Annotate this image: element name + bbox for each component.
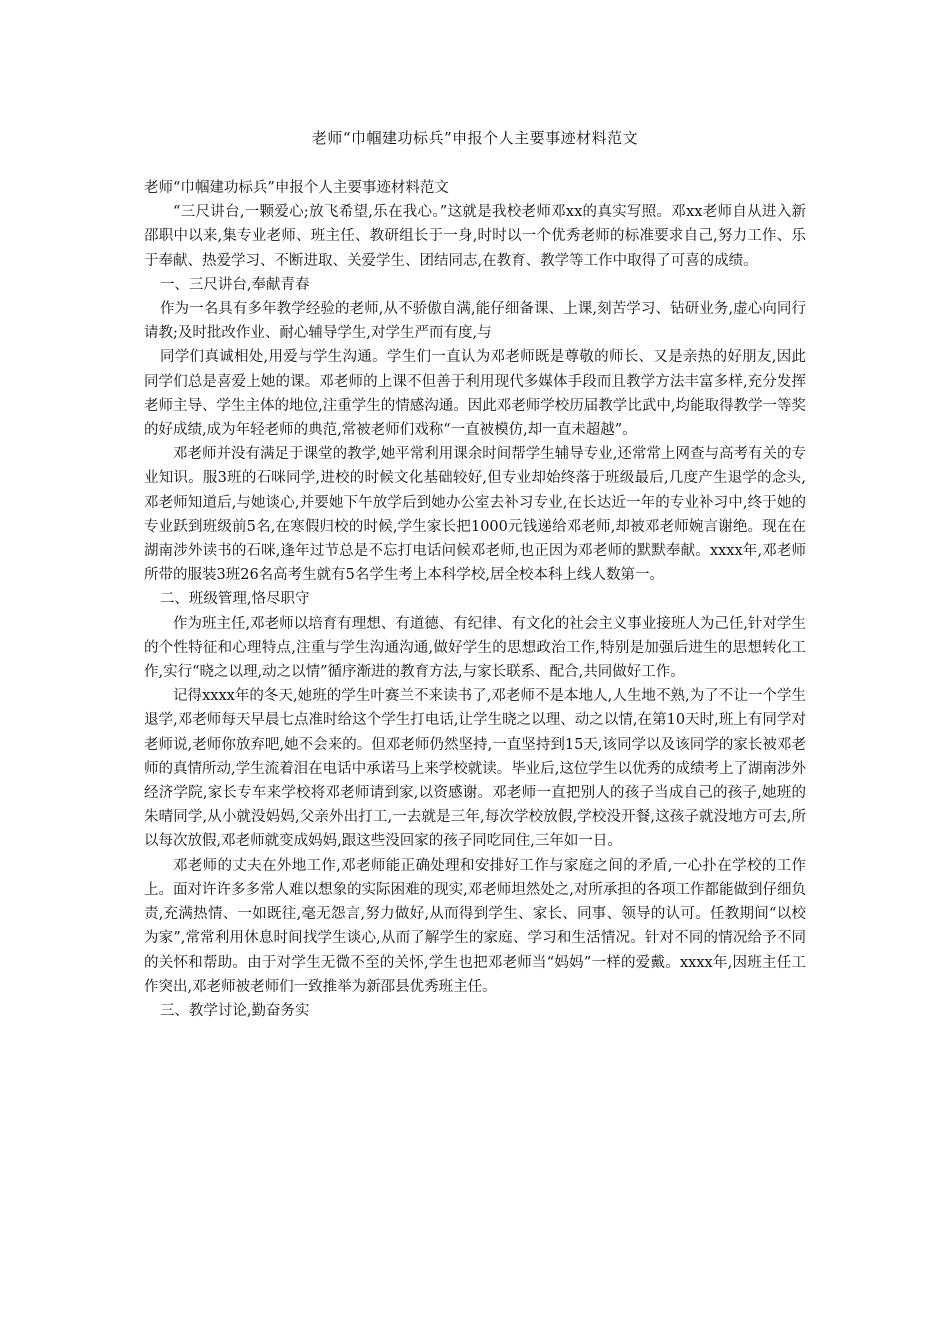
document-subtitle: 老师“巾帼建功标兵”申报个人主要事迹材料范文 bbox=[144, 180, 449, 196]
paragraph-class-1: 作为班主任,邓老师以培育有理想、有道德、有纪律、有文化的社会主义事业接班人为己任,针对学生的个性特征和心理特点,注重与学生沟通沟通,做好学生的思想政治工作,特别是加强后进生的思想转化工作,实行“晓之以理,动之以情”循序渐进的教育方法,与家长联系、配合,共同做好工作。 bbox=[144, 615, 806, 681]
paragraph-class-2: 记得xxxx年的冬天,她班的学生叶赛兰不来读书了,邓老师不是本地人,人生地不熟,为了不让一个学生退学,邓老师每天早晨七点准时给这个学生打电话,让学生晓之以理、动之以情,在第10天时,班上有同学对老师说,老师你放弃吧,她不会来的。但邓老师仍然坚持,一直坚持到15天,该同学以及该同学的家长被邓老师的真情所动,学生流着泪在电话中承诺马上来学校就读。毕业后,这位学生以优秀的成绩考上了湖南涉外经济学院,家长专车来学校将邓老师请到家,以资感谢。邓老师一直把别人的孩子当成自己的孩子,她班的朱晴同学,从小就没妈妈,父亲外出打工,一去就是三年,每次学校放假,学校没开餐,这孩子就没地方可去,所以每次放假,邓老师就变成妈妈,跟这些没回家的孩子同吃同住,三年如一日。 bbox=[144, 688, 806, 850]
paragraph-teaching-1: 作为一名具有多年教学经验的老师,从不骄傲自满,能仔细备课、上课,刻苦学习、钻研业务,虚心向同行请教;及时批改作业、耐心辅导学生,对学生严而有度,与 bbox=[144, 301, 806, 342]
paragraph-teaching-3: 邓老师并没有满足于课堂的教学,她平常利用课余时间帮学生辅导专业,还常常上网查与高考有关的专业知识。服3班的石咪同学,进校的时候文化基础较好,但专业却始终落于班级最后,几度产生退学的念头,邓老师知道后,与她谈心,并要她下午放学后到她办公室去补习专业,在长达近一年的专业补习中,终于她的专业跃到班级前5名,在寒假归校的时候,学生家长把1000元钱递给邓老师,却被邓老师婉言谢绝。现在在湖南涉外读书的石咪,逢年过节总是不忘打电话问候邓老师,也正因为邓老师的默默奉献。xxxx年,邓老师所带的服装3班26名高考生就有5名学生考上本科学校,居全校本科上线人数第一。 bbox=[144, 446, 806, 584]
section-heading-3: 三、教学讨论,勤奋务实 bbox=[159, 1002, 310, 1019]
section-heading-2: 二、班级管理,恪尽职守 bbox=[159, 591, 310, 608]
section-heading-1: 一、三尺讲台,奉献青春 bbox=[159, 276, 310, 293]
paragraph-intro: “三尺讲台,一颗爱心;放飞希望,乐在我心。”这就是我校老师邓xx的真实写照。邓xx老师自从进入新邵职中以来,集专业老师、班主任、教研组长于一身,时时以一个优秀老师的标准要求自己,努力工作、乐于奉献、热爱学习、不断进取、关爱学生、团结同志,在教育、教学等工作中取得了可喜的成绩。 bbox=[144, 204, 806, 269]
paragraph-teaching-2: 同学们真诚相处,用爱与学生沟通。学生们一直认为邓老师既是尊敬的师长、又是亲热的好朋友,因此同学们总是喜爱上她的课。邓老师的上课不但善于利用现代多媒体手段而且教学方法丰富多样,充分发挥老师主导、学生主体的地位,注重学生的情感沟通。因此邓老师学校历届教学比武中,均能取得教学一等奖的好成绩,成为年轻老师的典范,常被老师们戏称“一直被模仿,却一直未超越”。 bbox=[144, 349, 806, 439]
document-body bbox=[144, 176, 806, 1023]
paragraph-class-3: 邓老师的丈夫在外地工作,邓老师能正确处理和安排好工作与家庭之间的矛盾,一心扑在学校的工作上。面对许许多多常人难以想象的实际困难的现实,邓老师坦然处之,对所承担的各项工作都能做到仔细负责,充满热情、一如既往,毫无怨言,努力做好,从而得到学生、家长、同事、领导的认可。任教期间“以校为家”,常常利用休息时间找学生谈心,从而了解学生的家庭、学习和生活情况。针对不同的情况给予不同的关怀和帮助。由于对学生无微不至的关怀,学生也把邓老师当“妈妈”一样的爱戴。xxxx年,因班主任工作突出,邓老师被老师们一致推举为新邵县优秀班主任。 bbox=[144, 857, 806, 995]
document-title: 老师“巾帼建功标兵”申报个人主要事迹材料范文 bbox=[311, 129, 639, 147]
